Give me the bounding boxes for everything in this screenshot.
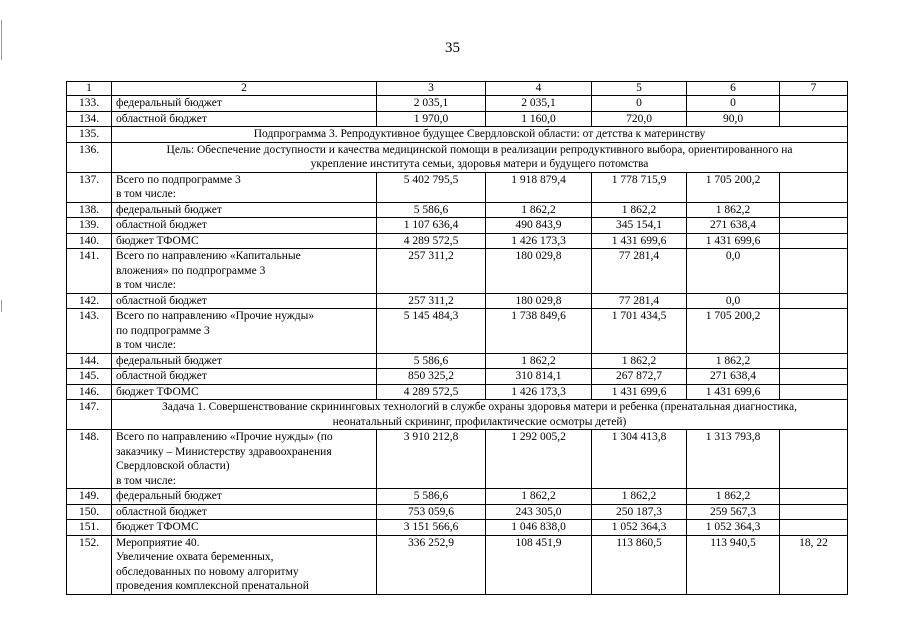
- row-number: 146.: [67, 384, 112, 400]
- amount-total: 4 289 572,5: [377, 384, 486, 400]
- column-header: 6: [687, 82, 780, 96]
- amount-year-3: 1 052 364,3: [687, 520, 780, 536]
- amount-total: 3 151 566,6: [377, 520, 486, 536]
- row-description: Всего по направлению «Прочие нужды» по подпрограмме 3 в том числе:: [112, 309, 377, 354]
- amount-year-3: 0,0: [687, 293, 780, 309]
- amount-year-1: 1 426 173,3: [486, 384, 592, 400]
- amount-year-2: 345 154,1: [592, 218, 687, 234]
- row-description: Всего по направлению «Прочие нужды» (по заказчику – Министерству здравоохранения Свердловской области) в том числе:: [112, 430, 377, 489]
- row-description: Мероприятие 40. Увеличение охвата беременных, обследованных по новому алгоритму проведения комплексной пренатальной: [112, 535, 377, 594]
- row-description: федеральный бюджет: [112, 353, 377, 369]
- amount-year-3: 90,0: [687, 111, 780, 127]
- row-description: бюджет ТФОМС: [112, 233, 377, 249]
- amount-year-1: 1 862,2: [486, 353, 592, 369]
- row-description: областной бюджет: [112, 293, 377, 309]
- row-description: областной бюджет: [112, 111, 377, 127]
- target-indicators: [780, 430, 848, 489]
- row-description: Всего по направлению «Капитальные вложения» по подпрограмме 3 в том числе:: [112, 249, 377, 294]
- amount-year-2: 1 778 715,9: [592, 172, 687, 202]
- target-indicators: [780, 369, 848, 385]
- amount-year-3: 1 431 699,6: [687, 233, 780, 249]
- target-indicators: [780, 293, 848, 309]
- target-indicators: [780, 172, 848, 202]
- amount-year-3: 1 862,2: [687, 353, 780, 369]
- amount-year-3: 0: [687, 96, 780, 112]
- amount-year-1: 1 862,2: [486, 202, 592, 218]
- amount-year-1: 1 292 005,2: [486, 430, 592, 489]
- amount-total: 4 289 572,5: [377, 233, 486, 249]
- row-number: 135.: [67, 127, 112, 143]
- amount-year-1: 2 035,1: [486, 96, 592, 112]
- amount-year-2: 0: [592, 96, 687, 112]
- amount-year-3: 1 431 699,6: [687, 384, 780, 400]
- amount-total: 5 145 484,3: [377, 309, 486, 354]
- amount-year-3: 113 940,5: [687, 535, 780, 594]
- row-number: 137.: [67, 172, 112, 202]
- table-row: [67, 384, 848, 400]
- row-description: федеральный бюджет: [112, 96, 377, 112]
- amount-year-3: 1 313 793,8: [687, 430, 780, 489]
- target-indicators: [780, 504, 848, 520]
- row-number: 150.: [67, 504, 112, 520]
- table-row: [67, 309, 848, 354]
- row-number: 134.: [67, 111, 112, 127]
- target-indicators: [780, 96, 848, 112]
- column-header: 3: [377, 82, 486, 96]
- table-row: [67, 233, 848, 249]
- section-heading: Цель: Обеспечение доступности и качества медицинской помощи в реализации репродуктивного выбора, ориентированного на укрепление института семьи, здоровья матери и будущего потомства: [112, 142, 848, 172]
- table-row: [67, 202, 848, 218]
- amount-total: 336 252,9: [377, 535, 486, 594]
- row-number: 138.: [67, 202, 112, 218]
- amount-year-3: 259 567,3: [687, 504, 780, 520]
- column-header: 4: [486, 82, 592, 96]
- amount-year-3: 271 638,4: [687, 369, 780, 385]
- target-indicators: [780, 384, 848, 400]
- row-number: 143.: [67, 309, 112, 354]
- row-number: 152.: [67, 535, 112, 594]
- amount-year-2: 720,0: [592, 111, 687, 127]
- target-indicators: [780, 233, 848, 249]
- target-indicators: [780, 489, 848, 505]
- amount-year-1: 490 843,9: [486, 218, 592, 234]
- table-row: [67, 96, 848, 112]
- amount-year-3: 1 705 200,2: [687, 309, 780, 354]
- column-header: 2: [112, 82, 377, 96]
- target-indicators: 18, 22: [780, 535, 848, 594]
- amount-year-3: 271 638,4: [687, 218, 780, 234]
- amount-year-1: 1 046 838,0: [486, 520, 592, 536]
- amount-year-2: 1 862,2: [592, 489, 687, 505]
- amount-year-2: 1 304 413,8: [592, 430, 687, 489]
- row-number: 141.: [67, 249, 112, 294]
- amount-year-2: 1 862,2: [592, 353, 687, 369]
- amount-year-1: 180 029,8: [486, 249, 592, 294]
- amount-total: 2 035,1: [377, 96, 486, 112]
- amount-total: 753 059,6: [377, 504, 486, 520]
- amount-total: 1 107 636,4: [377, 218, 486, 234]
- table-row: [67, 353, 848, 369]
- amount-total: 5 402 795,5: [377, 172, 486, 202]
- amount-year-2: 113 860,5: [592, 535, 687, 594]
- amount-total: 3 910 212,8: [377, 430, 486, 489]
- table-row: [67, 520, 848, 536]
- table-row: [67, 172, 848, 202]
- table-row: [67, 430, 848, 489]
- row-number: 139.: [67, 218, 112, 234]
- amount-year-3: 1 705 200,2: [687, 172, 780, 202]
- amount-year-2: 1 431 699,6: [592, 233, 687, 249]
- amount-year-1: 1 918 879,4: [486, 172, 592, 202]
- section-heading: Задача 1. Совершенствование скрининговых технологий в службе охраны здоровья матери и ребенка (пренатальная диагностика, неонатальный скрининг, профилактические осмотры детей): [112, 400, 848, 430]
- row-number: 140.: [67, 233, 112, 249]
- amount-total: 5 586,6: [377, 489, 486, 505]
- row-number: 151.: [67, 520, 112, 536]
- amount-year-1: 1 862,2: [486, 489, 592, 505]
- row-number: 133.: [67, 96, 112, 112]
- amount-total: 1 970,0: [377, 111, 486, 127]
- table-row: [67, 369, 848, 385]
- amount-year-1: 180 029,8: [486, 293, 592, 309]
- row-number: 144.: [67, 353, 112, 369]
- column-header: 1: [67, 82, 112, 96]
- amount-year-3: 1 862,2: [687, 202, 780, 218]
- table-row: [67, 142, 848, 172]
- amount-year-2: 267 872,7: [592, 369, 687, 385]
- table-row: [67, 489, 848, 505]
- row-description: областной бюджет: [112, 504, 377, 520]
- row-description: бюджет ТФОМС: [112, 520, 377, 536]
- target-indicators: [780, 111, 848, 127]
- table-row: [67, 400, 848, 430]
- page-number: 35: [445, 40, 460, 56]
- amount-year-2: 77 281,4: [592, 249, 687, 294]
- amount-total: 5 586,6: [377, 353, 486, 369]
- amount-total: 5 586,6: [377, 202, 486, 218]
- scan-edge-marks: [0, 0, 4, 640]
- row-description: областной бюджет: [112, 218, 377, 234]
- row-number: 147.: [67, 400, 112, 430]
- target-indicators: [780, 249, 848, 294]
- amount-year-1: 108 451,9: [486, 535, 592, 594]
- column-header: 7: [780, 82, 848, 96]
- amount-year-2: 1 862,2: [592, 202, 687, 218]
- amount-year-1: 243 305,0: [486, 504, 592, 520]
- amount-year-2: 77 281,4: [592, 293, 687, 309]
- row-description: Всего по подпрограмме 3 в том числе:: [112, 172, 377, 202]
- table-header-row: [67, 82, 848, 96]
- amount-year-1: 310 814,1: [486, 369, 592, 385]
- row-number: 136.: [67, 142, 112, 172]
- amount-year-3: 0,0: [687, 249, 780, 294]
- target-indicators: [780, 202, 848, 218]
- table-row: [67, 504, 848, 520]
- amount-year-3: 1 862,2: [687, 489, 780, 505]
- amount-year-2: 250 187,3: [592, 504, 687, 520]
- table-row: [67, 293, 848, 309]
- amount-year-1: 1 738 849,6: [486, 309, 592, 354]
- row-number: 148.: [67, 430, 112, 489]
- row-description: федеральный бюджет: [112, 202, 377, 218]
- budget-table: [66, 81, 848, 595]
- amount-year-1: 1 160,0: [486, 111, 592, 127]
- target-indicators: [780, 353, 848, 369]
- target-indicators: [780, 218, 848, 234]
- table-row: [67, 218, 848, 234]
- amount-year-2: 1 052 364,3: [592, 520, 687, 536]
- amount-year-2: 1 701 434,5: [592, 309, 687, 354]
- section-heading: Подпрограмма 3. Репродуктивное будущее Свердловской области: от детства к материнству: [112, 127, 848, 143]
- amount-total: 257 311,2: [377, 293, 486, 309]
- table-row: [67, 535, 848, 594]
- row-number: 145.: [67, 369, 112, 385]
- amount-year-2: 1 431 699,6: [592, 384, 687, 400]
- table-row: [67, 127, 848, 143]
- table-row: [67, 249, 848, 294]
- amount-year-1: 1 426 173,3: [486, 233, 592, 249]
- target-indicators: [780, 309, 848, 354]
- row-number: 142.: [67, 293, 112, 309]
- amount-total: 850 325,2: [377, 369, 486, 385]
- row-number: 149.: [67, 489, 112, 505]
- row-description: бюджет ТФОМС: [112, 384, 377, 400]
- column-header: 5: [592, 82, 687, 96]
- amount-total: 257 311,2: [377, 249, 486, 294]
- table-row: [67, 111, 848, 127]
- row-description: федеральный бюджет: [112, 489, 377, 505]
- row-description: областной бюджет: [112, 369, 377, 385]
- target-indicators: [780, 520, 848, 536]
